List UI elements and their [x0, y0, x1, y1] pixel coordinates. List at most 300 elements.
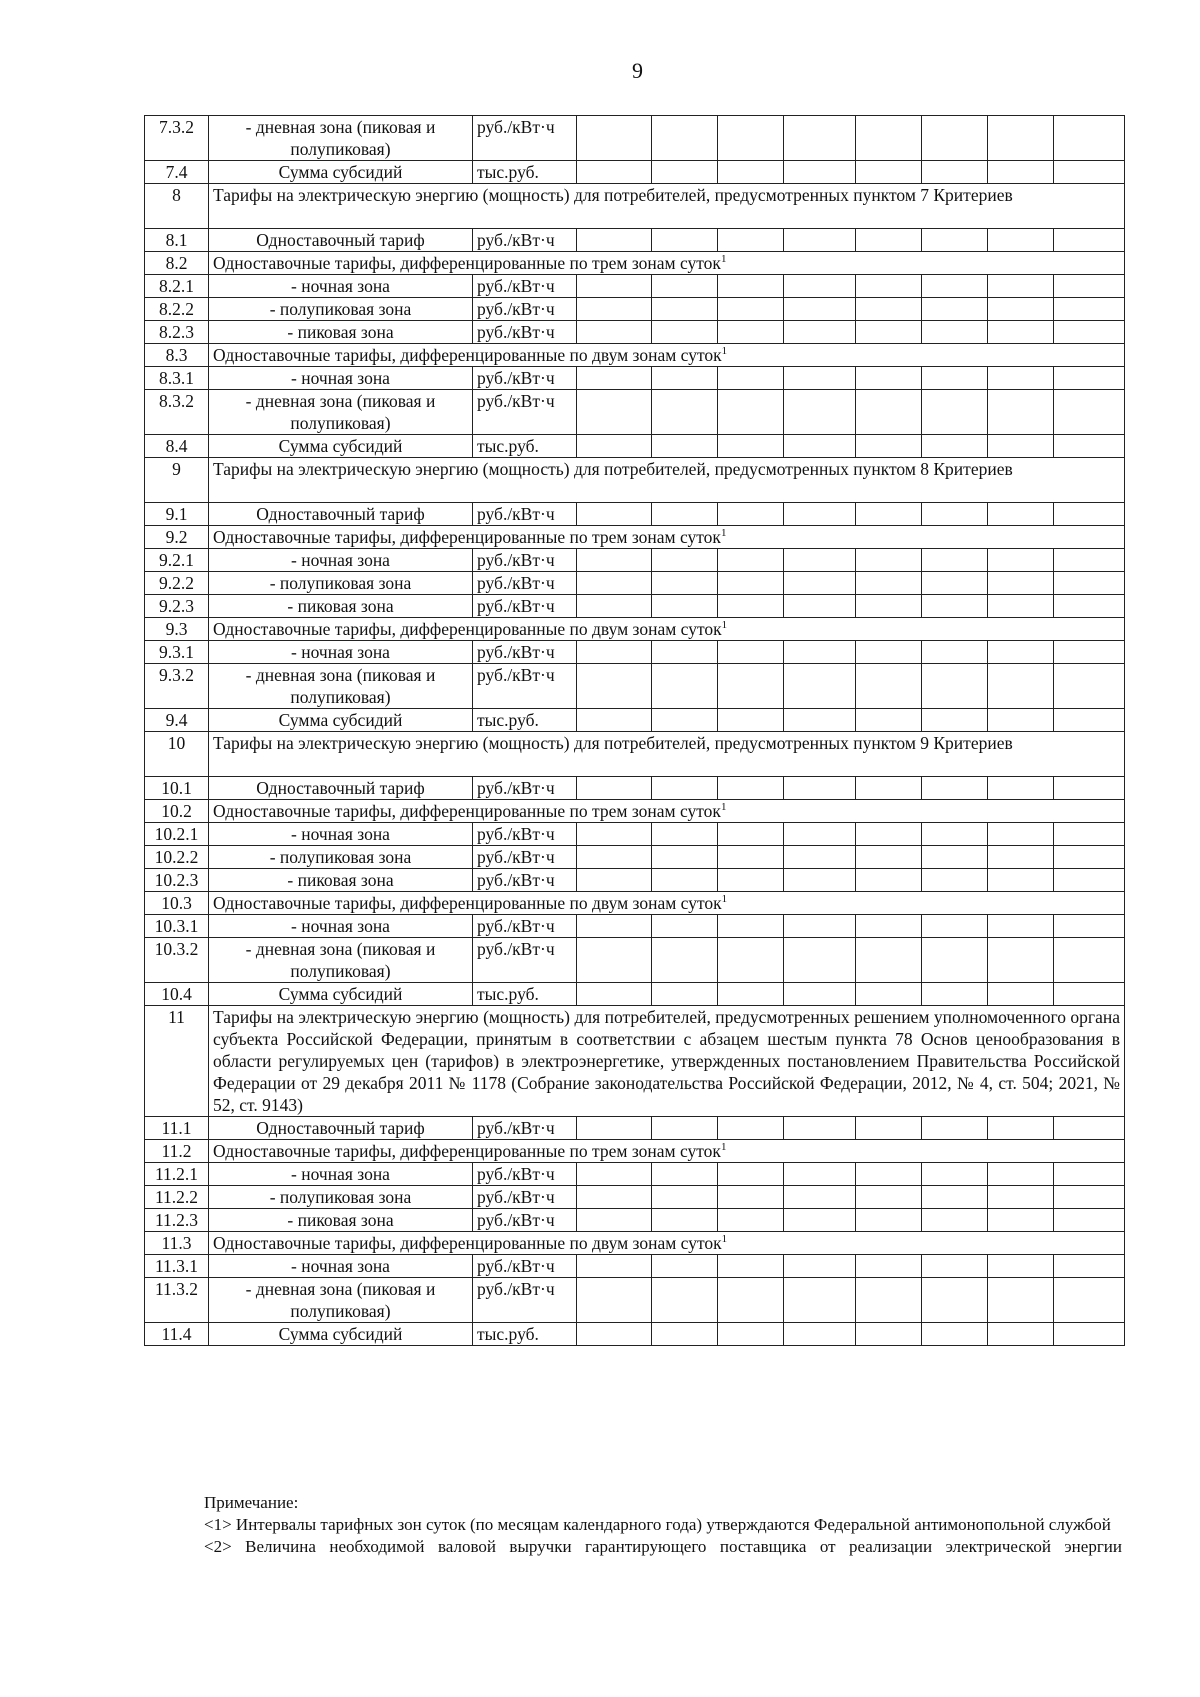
value-cell — [784, 777, 856, 800]
value-cell — [652, 641, 718, 664]
row-number: 11.2.1 — [145, 1163, 209, 1186]
row-number: 10.2.3 — [145, 869, 209, 892]
table-row — [145, 229, 1125, 252]
row-unit: руб./кВт·ч — [473, 938, 577, 983]
value-cell — [577, 503, 652, 526]
value-cell — [922, 709, 988, 732]
row-number: 9 — [145, 458, 209, 503]
value-cell — [922, 229, 988, 252]
row-name: - ночная зона — [209, 823, 473, 846]
value-cell — [1054, 1186, 1125, 1209]
value-cell — [1054, 938, 1125, 983]
section-row — [145, 252, 1125, 275]
value-cell — [856, 846, 922, 869]
value-cell — [922, 572, 988, 595]
row-name: - ночная зона — [209, 275, 473, 298]
row-number: 8.2 — [145, 252, 209, 275]
row-number: 11 — [145, 1006, 209, 1117]
value-cell — [988, 1186, 1054, 1209]
row-unit: руб./кВт·ч — [473, 1117, 577, 1140]
value-cell — [718, 846, 784, 869]
value-cell — [577, 869, 652, 892]
value-cell — [1054, 823, 1125, 846]
value-cell — [856, 161, 922, 184]
value-cell — [988, 321, 1054, 344]
row-number: 9.2.1 — [145, 549, 209, 572]
value-cell — [856, 1209, 922, 1232]
value-cell — [652, 1255, 718, 1278]
section-row — [145, 458, 1125, 503]
value-cell — [856, 1186, 922, 1209]
table-row — [145, 1209, 1125, 1232]
row-name: - ночная зона — [209, 367, 473, 390]
value-cell — [988, 1323, 1054, 1346]
value-cell — [922, 116, 988, 161]
row-unit: тыс.руб. — [473, 161, 577, 184]
value-cell — [856, 435, 922, 458]
section-title — [209, 526, 1125, 549]
value-cell — [922, 1209, 988, 1232]
row-number: 10.4 — [145, 983, 209, 1006]
value-cell — [652, 846, 718, 869]
row-name: Одноставочный тариф — [209, 503, 473, 526]
value-cell — [988, 549, 1054, 572]
value-cell — [652, 777, 718, 800]
row-number: 8.2.3 — [145, 321, 209, 344]
table-row — [145, 983, 1125, 1006]
section-title — [209, 252, 1125, 275]
row-number: 8.3 — [145, 344, 209, 367]
value-cell — [784, 435, 856, 458]
row-name: Сумма субсидий — [209, 709, 473, 732]
row-number: 10.2.2 — [145, 846, 209, 869]
table-row — [145, 1117, 1125, 1140]
section-row — [145, 732, 1125, 777]
row-number: 9.3 — [145, 618, 209, 641]
table-row — [145, 915, 1125, 938]
value-cell — [784, 1255, 856, 1278]
value-cell — [718, 1255, 784, 1278]
value-cell — [922, 595, 988, 618]
row-number: 11.3.1 — [145, 1255, 209, 1278]
value-cell — [1054, 298, 1125, 321]
row-unit: руб./кВт·ч — [473, 595, 577, 618]
table-row — [145, 938, 1125, 983]
section-title — [209, 344, 1125, 367]
value-cell — [577, 435, 652, 458]
value-cell — [718, 641, 784, 664]
value-cell — [784, 1117, 856, 1140]
row-name: - полупиковая зона — [209, 1186, 473, 1209]
table-row — [145, 709, 1125, 732]
row-unit: руб./кВт·ч — [473, 116, 577, 161]
value-cell — [988, 846, 1054, 869]
value-cell — [784, 161, 856, 184]
value-cell — [856, 572, 922, 595]
value-cell — [718, 823, 784, 846]
value-cell — [577, 846, 652, 869]
section-row — [145, 800, 1125, 823]
row-unit: руб./кВт·ч — [473, 1278, 577, 1323]
table-row — [145, 595, 1125, 618]
value-cell — [922, 321, 988, 344]
table-row — [145, 777, 1125, 800]
value-cell — [784, 664, 856, 709]
row-number: 8.3.1 — [145, 367, 209, 390]
row-name: - ночная зона — [209, 1163, 473, 1186]
value-cell — [856, 229, 922, 252]
value-cell — [988, 275, 1054, 298]
value-cell — [784, 915, 856, 938]
value-cell — [1054, 367, 1125, 390]
value-cell — [988, 595, 1054, 618]
value-cell — [784, 298, 856, 321]
row-unit: руб./кВт·ч — [473, 1163, 577, 1186]
row-name: - ночная зона — [209, 641, 473, 664]
value-cell — [856, 549, 922, 572]
value-cell — [718, 116, 784, 161]
value-cell — [718, 390, 784, 435]
value-cell — [718, 549, 784, 572]
value-cell — [718, 1323, 784, 1346]
footnote-ref: 1 — [720, 527, 727, 540]
row-number: 9.3.2 — [145, 664, 209, 709]
value-cell — [577, 298, 652, 321]
row-number: 10.2.1 — [145, 823, 209, 846]
value-cell — [577, 390, 652, 435]
row-name: Сумма субсидий — [209, 1323, 473, 1346]
value-cell — [988, 915, 1054, 938]
value-cell — [652, 390, 718, 435]
section-row — [145, 1232, 1125, 1255]
row-number: 9.4 — [145, 709, 209, 732]
value-cell — [856, 298, 922, 321]
row-unit: тыс.руб. — [473, 435, 577, 458]
row-name: - пиковая зона — [209, 869, 473, 892]
value-cell — [577, 938, 652, 983]
value-cell — [988, 777, 1054, 800]
row-number: 10.2 — [145, 800, 209, 823]
row-number: 11.1 — [145, 1117, 209, 1140]
value-cell — [784, 869, 856, 892]
value-cell — [577, 1209, 652, 1232]
section-title — [209, 618, 1125, 641]
value-cell — [922, 367, 988, 390]
value-cell — [922, 161, 988, 184]
value-cell — [718, 777, 784, 800]
value-cell — [922, 1255, 988, 1278]
value-cell — [856, 983, 922, 1006]
value-cell — [856, 367, 922, 390]
value-cell — [784, 229, 856, 252]
value-cell — [988, 869, 1054, 892]
table-row — [145, 390, 1125, 435]
value-cell — [784, 275, 856, 298]
row-unit: тыс.руб. — [473, 1323, 577, 1346]
value-cell — [1054, 595, 1125, 618]
row-number: 11.2 — [145, 1140, 209, 1163]
value-cell — [1054, 983, 1125, 1006]
value-cell — [577, 1117, 652, 1140]
row-unit: руб./кВт·ч — [473, 823, 577, 846]
value-cell — [856, 915, 922, 938]
row-name: - дневная зона (пиковая и полупиковая) — [209, 938, 473, 983]
row-name: - полупиковая зона — [209, 298, 473, 321]
notes — [144, 1492, 1122, 1558]
value-cell — [652, 938, 718, 983]
value-cell — [577, 915, 652, 938]
value-cell — [1054, 116, 1125, 161]
value-cell — [1054, 390, 1125, 435]
value-cell — [922, 435, 988, 458]
value-cell — [988, 435, 1054, 458]
section-title-text: Тарифы на электрическую энергию (мощность) для потребителей, предусмотренных решением уполномоченного органа субъекта Российской Федерации, принятым в соответствии с абзацем шестым пункта 78 Основ ценообразования в области регулируемых цен (тарифов) в электроэнергетике, утвержденных постановлением Правительства Российской Федерации от 29 декабря 2011 № 1178 (Собрание законодательства Российской Федерации, 2012, № 4, ст. 504; 2021, № 52, ст. 9143) — [213, 1007, 1120, 1115]
value-cell — [718, 435, 784, 458]
value-cell — [784, 549, 856, 572]
row-name: - пиковая зона — [209, 1209, 473, 1232]
row-name: - дневная зона (пиковая и полупиковая) — [209, 1278, 473, 1323]
value-cell — [577, 1278, 652, 1323]
value-cell — [652, 1209, 718, 1232]
row-name: - дневная зона (пиковая и полупиковая) — [209, 116, 473, 161]
value-cell — [718, 161, 784, 184]
value-cell — [577, 116, 652, 161]
value-cell — [856, 275, 922, 298]
value-cell — [1054, 229, 1125, 252]
row-name: - дневная зона (пиковая и полупиковая) — [209, 390, 473, 435]
value-cell — [652, 983, 718, 1006]
row-name: - ночная зона — [209, 1255, 473, 1278]
value-cell — [922, 664, 988, 709]
footnote-ref: 1 — [720, 253, 727, 266]
row-unit: руб./кВт·ч — [473, 275, 577, 298]
table-row — [145, 1163, 1125, 1186]
table-row — [145, 161, 1125, 184]
value-cell — [1054, 869, 1125, 892]
value-cell — [577, 1255, 652, 1278]
value-cell — [577, 641, 652, 664]
value-cell — [718, 1278, 784, 1323]
value-cell — [988, 229, 1054, 252]
value-cell — [784, 823, 856, 846]
row-number: 9.3.1 — [145, 641, 209, 664]
value-cell — [577, 823, 652, 846]
value-cell — [922, 915, 988, 938]
row-number: 10.3.1 — [145, 915, 209, 938]
row-name: Сумма субсидий — [209, 435, 473, 458]
value-cell — [922, 298, 988, 321]
value-cell — [1054, 275, 1125, 298]
value-cell — [718, 709, 784, 732]
value-cell — [784, 1323, 856, 1346]
value-cell — [652, 1278, 718, 1323]
value-cell — [856, 869, 922, 892]
row-number: 9.1 — [145, 503, 209, 526]
value-cell — [577, 1323, 652, 1346]
section-row — [145, 184, 1125, 229]
value-cell — [988, 1163, 1054, 1186]
tariff-table — [144, 115, 1125, 1346]
section-title-text: Одноставочные тарифы, дифференцированные по двум зонам суток — [213, 1233, 722, 1253]
row-name: - полупиковая зона — [209, 846, 473, 869]
value-cell — [1054, 1323, 1125, 1346]
row-unit: руб./кВт·ч — [473, 869, 577, 892]
footnote-ref: 1 — [721, 345, 728, 358]
row-unit: руб./кВт·ч — [473, 367, 577, 390]
value-cell — [652, 367, 718, 390]
value-cell — [718, 275, 784, 298]
table-row — [145, 869, 1125, 892]
value-cell — [652, 549, 718, 572]
row-unit: руб./кВт·ч — [473, 664, 577, 709]
value-cell — [784, 367, 856, 390]
notes-title: Примечание: — [204, 1493, 299, 1512]
row-unit: руб./кВт·ч — [473, 390, 577, 435]
tariff-table-body — [145, 116, 1125, 1346]
footnote-ref: 1 — [721, 893, 728, 906]
row-name: - ночная зона — [209, 915, 473, 938]
value-cell — [856, 321, 922, 344]
row-number: 8.1 — [145, 229, 209, 252]
value-cell — [922, 1117, 988, 1140]
value-cell — [784, 1163, 856, 1186]
value-cell — [718, 869, 784, 892]
value-cell — [922, 1278, 988, 1323]
table-row — [145, 1186, 1125, 1209]
value-cell — [652, 595, 718, 618]
row-number: 10.3 — [145, 892, 209, 915]
row-unit: руб./кВт·ч — [473, 846, 577, 869]
row-name: Сумма субсидий — [209, 161, 473, 184]
row-unit: тыс.руб. — [473, 983, 577, 1006]
table-row — [145, 823, 1125, 846]
value-cell — [988, 1255, 1054, 1278]
note-2: <2> Величина необходимой валовой выручки гарантирующего поставщика от реализации электрической энергии — [204, 1537, 1122, 1556]
row-number: 11.4 — [145, 1323, 209, 1346]
value-cell — [1054, 572, 1125, 595]
value-cell — [784, 321, 856, 344]
value-cell — [856, 938, 922, 983]
value-cell — [988, 503, 1054, 526]
value-cell — [718, 915, 784, 938]
section-row — [145, 344, 1125, 367]
value-cell — [988, 1209, 1054, 1232]
section-title — [209, 1140, 1125, 1163]
value-cell — [718, 229, 784, 252]
table-row — [145, 664, 1125, 709]
row-unit: руб./кВт·ч — [473, 1186, 577, 1209]
footnote-ref: 1 — [721, 1233, 728, 1246]
section-title-text: Одноставочные тарифы, дифференцированные по трем зонам суток — [213, 527, 721, 547]
value-cell — [577, 664, 652, 709]
value-cell — [784, 641, 856, 664]
value-cell — [922, 275, 988, 298]
row-number: 11.2.2 — [145, 1186, 209, 1209]
value-cell — [652, 1323, 718, 1346]
value-cell — [652, 915, 718, 938]
value-cell — [988, 1278, 1054, 1323]
row-unit: руб./кВт·ч — [473, 1255, 577, 1278]
row-name: - ночная зона — [209, 549, 473, 572]
value-cell — [577, 572, 652, 595]
value-cell — [652, 572, 718, 595]
value-cell — [988, 938, 1054, 983]
value-cell — [922, 823, 988, 846]
value-cell — [718, 572, 784, 595]
value-cell — [652, 1186, 718, 1209]
section-title-text: Одноставочные тарифы, дифференцированные по двум зонам суток — [213, 619, 722, 639]
footnote-ref: 1 — [720, 801, 727, 814]
value-cell — [652, 161, 718, 184]
value-cell — [577, 777, 652, 800]
value-cell — [1054, 1117, 1125, 1140]
row-number: 8.3.2 — [145, 390, 209, 435]
value-cell — [1054, 709, 1125, 732]
table-row — [145, 846, 1125, 869]
section-title — [209, 1006, 1125, 1117]
value-cell — [577, 595, 652, 618]
row-number: 7.4 — [145, 161, 209, 184]
row-unit: руб./кВт·ч — [473, 572, 577, 595]
section-title — [209, 1232, 1125, 1255]
value-cell — [577, 709, 652, 732]
row-number: 9.2.3 — [145, 595, 209, 618]
table-row — [145, 1255, 1125, 1278]
section-title-text: Одноставочные тарифы, дифференцированные по трем зонам суток — [213, 1141, 721, 1161]
value-cell — [1054, 846, 1125, 869]
footnote-ref: 1 — [721, 619, 728, 632]
value-cell — [1054, 664, 1125, 709]
value-cell — [988, 983, 1054, 1006]
value-cell — [718, 503, 784, 526]
value-cell — [988, 298, 1054, 321]
value-cell — [856, 1323, 922, 1346]
value-cell — [856, 709, 922, 732]
value-cell — [922, 1323, 988, 1346]
section-title — [209, 184, 1125, 229]
value-cell — [577, 367, 652, 390]
value-cell — [718, 367, 784, 390]
row-number: 10.1 — [145, 777, 209, 800]
page-number: 9 — [632, 58, 643, 83]
value-cell — [784, 709, 856, 732]
value-cell — [856, 1163, 922, 1186]
value-cell — [922, 503, 988, 526]
section-title — [209, 732, 1125, 777]
value-cell — [988, 709, 1054, 732]
value-cell — [577, 983, 652, 1006]
value-cell — [922, 938, 988, 983]
value-cell — [784, 503, 856, 526]
row-name: Сумма субсидий — [209, 983, 473, 1006]
value-cell — [652, 709, 718, 732]
row-name: - пиковая зона — [209, 321, 473, 344]
table-row — [145, 503, 1125, 526]
table-row — [145, 298, 1125, 321]
row-name: - полупиковая зона — [209, 572, 473, 595]
value-cell — [988, 823, 1054, 846]
table-row — [145, 1278, 1125, 1323]
value-cell — [652, 503, 718, 526]
row-unit: руб./кВт·ч — [473, 549, 577, 572]
value-cell — [856, 1255, 922, 1278]
row-number: 8.2.1 — [145, 275, 209, 298]
value-cell — [922, 869, 988, 892]
value-cell — [718, 1209, 784, 1232]
section-title — [209, 458, 1125, 503]
row-number: 10.3.2 — [145, 938, 209, 983]
section-title-text: Одноставочные тарифы, дифференцированные по трем зонам суток — [213, 253, 721, 273]
